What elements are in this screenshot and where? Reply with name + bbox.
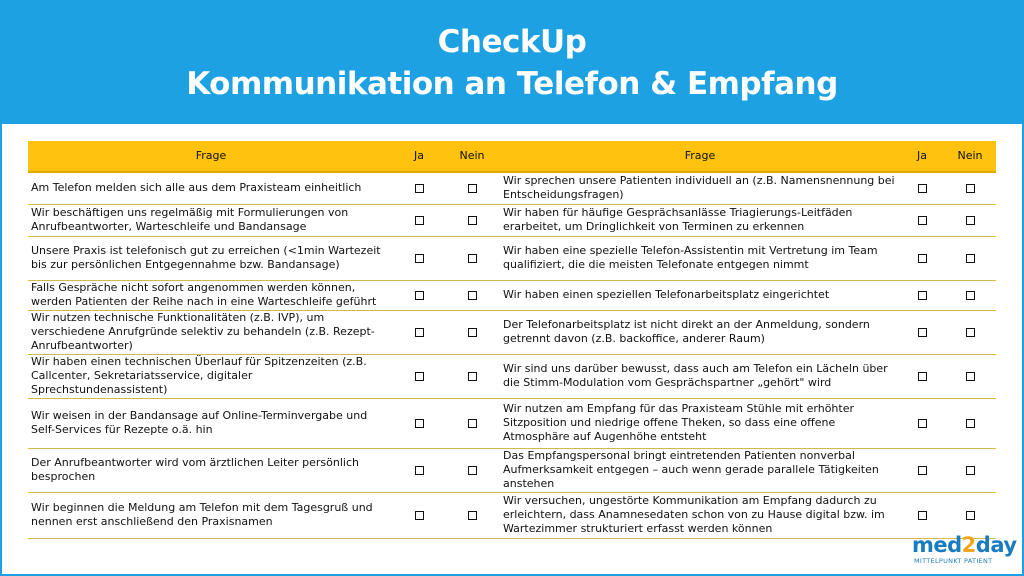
question-left: Wir haben einen technischen Überlauf für Spitzenzeiten (z.B. Callcenter, Sekretariatsservice, digitaler Sprechstundenassistent) — [28, 354, 394, 398]
no-cell — [944, 354, 996, 398]
yes-checkbox[interactable] — [415, 254, 424, 263]
yes-cell — [394, 280, 444, 310]
no-checkbox[interactable] — [468, 184, 477, 193]
table-row — [28, 172, 996, 204]
yes-checkbox[interactable] — [415, 184, 424, 193]
header-yes-right: Ja — [900, 141, 944, 172]
no-cell — [444, 448, 500, 492]
yes-checkbox[interactable] — [415, 511, 424, 520]
yes-checkbox[interactable] — [918, 419, 927, 428]
question-left: Falls Gespräche nicht sofort angenommen werden können, werden Patienten der Reihe nach in eine Warteschleife geführt — [28, 280, 394, 310]
yes-cell — [394, 448, 444, 492]
yes-checkbox[interactable] — [415, 372, 424, 381]
yes-checkbox[interactable] — [918, 254, 927, 263]
yes-cell — [900, 398, 944, 448]
yes-cell — [394, 204, 444, 236]
table-header-row — [28, 141, 996, 172]
no-cell — [944, 310, 996, 354]
question-left: Wir weisen in der Bandansage auf Online-Terminvergabe und Self-Services für Rezepte o.ä. hin — [28, 398, 394, 448]
table-body — [28, 172, 996, 538]
question-right: Wir nutzen am Empfang für das Praxisteam Stühle mit erhöhter Sitzposition und niedrige offene Theken, so dass eine offene Atmosphäre auf Augenhöhe entsteht — [500, 398, 900, 448]
question-left: Unsere Praxis ist telefonisch gut zu erreichen (<1min Wartezeit bis zur persönlichen Entgegennahme bzw. Bandansage) — [28, 236, 394, 280]
question-left: Wir nutzen technische Funktionalitäten (z.B. IVP), um verschiedene Anrufgründe selektiv zu behandeln (z.B. Rezept-Anrufbeantworter) — [28, 310, 394, 354]
yes-checkbox[interactable] — [918, 372, 927, 381]
yes-cell — [394, 492, 444, 538]
table-row — [28, 398, 996, 448]
yes-cell — [900, 236, 944, 280]
question-right: Wir haben eine spezielle Telefon-Assistentin mit Vertretung im Team qualifiziert, die die meisten Telefonate entgegen nimmt — [500, 236, 900, 280]
title-banner — [0, 0, 1024, 124]
question-right: Das Empfangspersonal bringt eintretenden Patienten nonverbal Aufmerksamkeit entgegen – auch wenn gerade parallele Tätigkeiten anstehen — [500, 448, 900, 492]
no-checkbox[interactable] — [468, 216, 477, 225]
no-cell — [944, 398, 996, 448]
header-no-right: Nein — [944, 141, 996, 172]
question-right: Wir versuchen, ungestörte Kommunikation am Empfang dadurch zu erleichtern, dass Anamnesedaten schon von zu Hause digital bzw. im Wartezimmer strukturiert erfasst werden können — [500, 492, 900, 538]
page-subtitle: Kommunikation an Telefon & Empfang — [186, 66, 838, 102]
question-right: Wir sprechen unsere Patienten individuell an (z.B. Namensnennung bei Entscheidungsfragen) — [500, 172, 900, 204]
yes-cell — [900, 492, 944, 538]
header-no-left: Nein — [444, 141, 500, 172]
no-checkbox[interactable] — [966, 511, 975, 520]
no-checkbox[interactable] — [468, 466, 477, 475]
table-row — [28, 236, 996, 280]
no-cell — [944, 236, 996, 280]
no-checkbox[interactable] — [966, 372, 975, 381]
question-right: Wir sind uns darüber bewusst, dass auch am Telefon ein Lächeln über die Stimm-Modulation vom Gesprächspartner „gehört" wird — [500, 354, 900, 398]
yes-cell — [394, 172, 444, 204]
yes-cell — [394, 236, 444, 280]
no-cell — [444, 172, 500, 204]
no-cell — [944, 448, 996, 492]
table-row — [28, 492, 996, 538]
question-right: Der Telefonarbeitsplatz ist nicht direkt an der Anmeldung, sondern getrennt davon (z.B. backoffice, anderer Raum) — [500, 310, 900, 354]
no-cell — [444, 492, 500, 538]
no-checkbox[interactable] — [966, 216, 975, 225]
header-yes-left: Ja — [394, 141, 444, 172]
med2day-logo — [912, 533, 1020, 573]
no-cell — [944, 280, 996, 310]
no-checkbox[interactable] — [966, 291, 975, 300]
logo-tagline: MITTELPUNKT PATIENT — [914, 557, 993, 565]
checkup-table — [28, 141, 996, 539]
yes-checkbox[interactable] — [918, 511, 927, 520]
no-cell — [444, 354, 500, 398]
no-cell — [444, 280, 500, 310]
no-cell — [444, 398, 500, 448]
no-cell — [944, 204, 996, 236]
logo-wordmark: med2day — [912, 533, 1017, 557]
yes-checkbox[interactable] — [918, 184, 927, 193]
yes-checkbox[interactable] — [918, 216, 927, 225]
yes-cell — [900, 280, 944, 310]
yes-checkbox[interactable] — [415, 419, 424, 428]
yes-checkbox[interactable] — [415, 328, 424, 337]
no-cell — [944, 492, 996, 538]
no-checkbox[interactable] — [468, 291, 477, 300]
no-checkbox[interactable] — [966, 184, 975, 193]
no-checkbox[interactable] — [966, 419, 975, 428]
page-title: CheckUp — [437, 24, 587, 60]
no-checkbox[interactable] — [966, 254, 975, 263]
question-right: Wir haben einen speziellen Telefonarbeitsplatz eingerichtet — [500, 280, 900, 310]
no-checkbox[interactable] — [468, 372, 477, 381]
question-left: Wir beginnen die Meldung am Telefon mit dem Tagesgruß und nennen erst anschließend den Praxisnamen — [28, 492, 394, 538]
yes-cell — [900, 172, 944, 204]
yes-cell — [394, 310, 444, 354]
yes-checkbox[interactable] — [918, 291, 927, 300]
no-cell — [444, 236, 500, 280]
header-question-left: Frage — [28, 141, 394, 172]
yes-cell — [900, 310, 944, 354]
table-row — [28, 310, 996, 354]
no-checkbox[interactable] — [966, 466, 975, 475]
table-row — [28, 448, 996, 492]
no-cell — [444, 204, 500, 236]
yes-cell — [394, 354, 444, 398]
yes-checkbox[interactable] — [415, 466, 424, 475]
no-checkbox[interactable] — [468, 511, 477, 520]
question-left: Wir beschäftigen uns regelmäßig mit Formulierungen von Anrufbeantworter, Warteschleife und Bandansage — [28, 204, 394, 236]
no-cell — [444, 310, 500, 354]
question-left: Der Anrufbeantworter wird vom ärztlichen Leiter persönlich besprochen — [28, 448, 394, 492]
no-cell — [944, 172, 996, 204]
yes-cell — [900, 204, 944, 236]
no-checkbox[interactable] — [966, 328, 975, 337]
question-right: Wir haben für häufige Gesprächsanlässe Triagierungs-Leitfäden erarbeitet, um Dringlichkeit von Terminen zu erkennen — [500, 204, 900, 236]
table-row — [28, 204, 996, 236]
table-row — [28, 280, 996, 310]
yes-cell — [900, 354, 944, 398]
yes-checkbox[interactable] — [918, 466, 927, 475]
no-checkbox[interactable] — [468, 254, 477, 263]
yes-checkbox[interactable] — [415, 216, 424, 225]
no-checkbox[interactable] — [468, 419, 477, 428]
yes-cell — [394, 398, 444, 448]
table-row — [28, 354, 996, 398]
question-left: Am Telefon melden sich alle aus dem Praxisteam einheitlich — [28, 172, 394, 204]
header-question-right: Frage — [500, 141, 900, 172]
yes-checkbox[interactable] — [415, 291, 424, 300]
no-checkbox[interactable] — [468, 328, 477, 337]
yes-cell — [900, 448, 944, 492]
yes-checkbox[interactable] — [918, 328, 927, 337]
